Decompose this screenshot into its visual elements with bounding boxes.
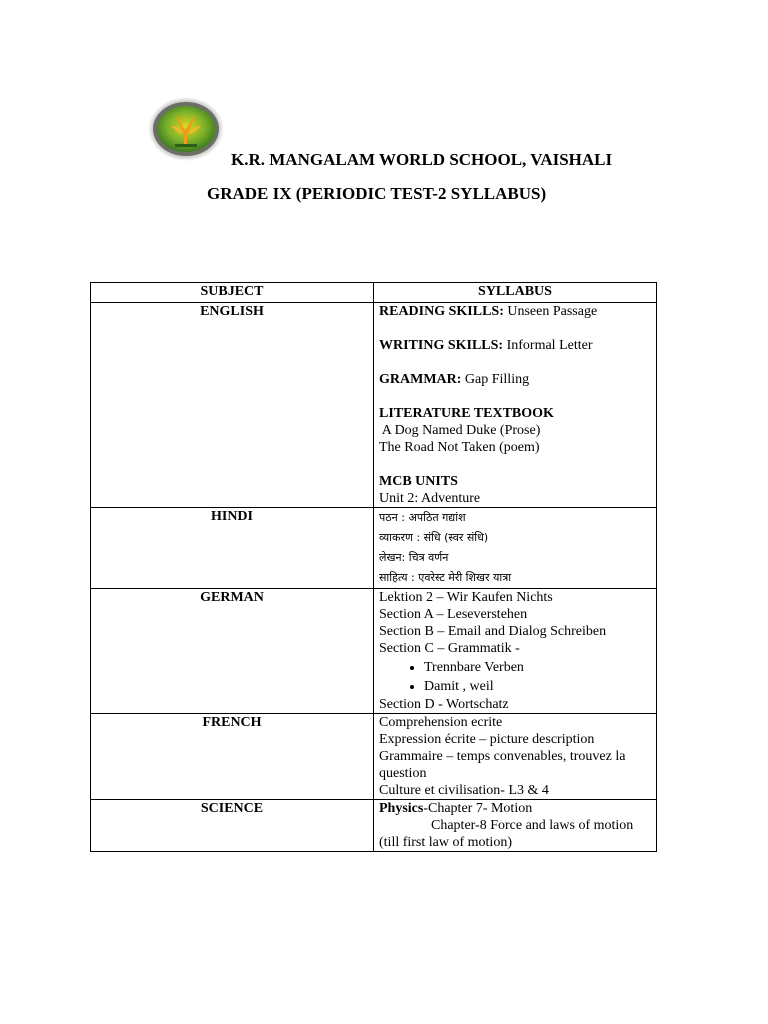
subject-french: FRENCH xyxy=(91,714,374,800)
writing-skills-line: WRITING SKILLS: Informal Letter xyxy=(379,338,593,353)
german-grammar-list xyxy=(379,658,651,696)
hindi-line: व्याकरण : संधि (स्वर संधि) xyxy=(379,531,489,544)
french-line: Expression écrite – picture description xyxy=(379,732,595,747)
science-line: (till first law of motion) xyxy=(379,835,512,850)
list-item: • Damit , weil xyxy=(424,677,651,696)
subject-english: ENGLISH xyxy=(91,303,374,508)
syllabus-science xyxy=(374,800,657,852)
school-logo xyxy=(147,96,225,162)
literature-heading: LITERATURE TEXTBOOK xyxy=(379,406,554,421)
table-row-science xyxy=(91,800,657,852)
document-title: GRADE IX (PERIODIC TEST-2 SYLLABUS) xyxy=(207,184,547,203)
german-line: Section B – Email and Dialog Schreiben xyxy=(379,624,607,639)
school-name: K.R. MANGALAM WORLD SCHOOL, VAISHALI xyxy=(231,150,613,169)
science-physics-line: Physics-Chapter 7- Motion xyxy=(379,801,533,816)
subject-german: GERMAN xyxy=(91,589,374,714)
table-row-french xyxy=(91,714,657,800)
table-row-hindi xyxy=(91,508,657,589)
grammar-line: GRAMMAR: Gap Filling xyxy=(379,372,530,387)
subject-column-header: SUBJECT xyxy=(91,283,374,303)
literature-item: The Road Not Taken (poem) xyxy=(379,440,540,455)
syllabus-column-header: SYLLABUS xyxy=(374,283,657,303)
syllabus-hindi xyxy=(374,508,657,589)
german-line: Lektion 2 – Wir Kaufen Nichts xyxy=(379,590,553,605)
reading-skills-line: READING SKILLS: Unseen Passage xyxy=(379,304,598,319)
table-row-english xyxy=(91,303,657,508)
science-line: Chapter-8 Force and laws of motion xyxy=(431,818,634,833)
german-line: Section A – Leseverstehen xyxy=(379,607,528,622)
mcb-heading: MCB UNITS xyxy=(379,474,458,489)
syllabus-french xyxy=(374,714,657,800)
german-line: Section D - Wortschatz xyxy=(379,697,509,712)
subject-science: SCIENCE xyxy=(91,800,374,852)
literature-item: A Dog Named Duke (Prose) xyxy=(379,423,541,438)
hindi-line: लेखन: चित्र वर्णन xyxy=(379,551,449,564)
french-line: Grammaire – temps convenables, trouvez la question xyxy=(379,749,626,781)
syllabus-german xyxy=(374,589,657,714)
table-header-row xyxy=(91,283,657,303)
syllabus-table xyxy=(90,282,657,852)
hindi-line: साहित्य : एवरेस्ट मेरी शिखर यात्रा xyxy=(379,571,512,584)
hindi-line: पठन : अपठित गद्यांश xyxy=(379,511,466,524)
syllabus-english xyxy=(374,303,657,508)
list-item: • Trennbare Verben xyxy=(424,658,651,677)
german-line: Section C – Grammatik - xyxy=(379,641,520,656)
table-row-german xyxy=(91,589,657,714)
mcb-item: Unit 2: Adventure xyxy=(379,491,481,506)
french-line: Comprehension ecrite xyxy=(379,715,503,730)
subject-hindi: HINDI xyxy=(91,508,374,589)
french-line: Culture et civilisation- L3 & 4 xyxy=(379,783,549,798)
